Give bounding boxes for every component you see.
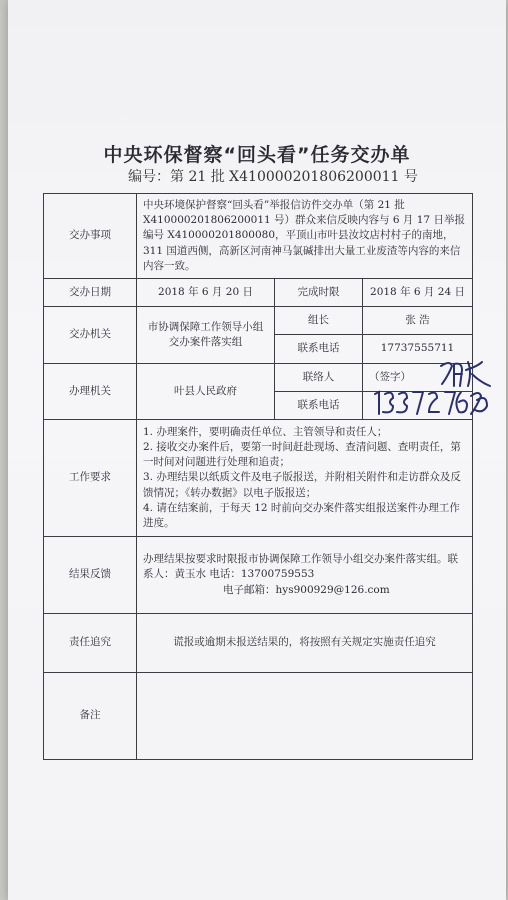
liability-row [44,614,473,673]
matter-text: 中央环境保护督察“回头看”举报信访件交办单（第 21 批 X410000201806200011 号）群众来信反映内容与 6 月 17 日举报编号 X410000201800080，平顶山市叶县汝坟店村村子的南地，311 国道西侧，高新区河南神马氯碱排出大量工业废渣等内容的来信内容一致。 [137,194,473,279]
remarks-text [137,673,473,760]
matter-row [44,194,473,279]
leader-value: 张 浩 [363,307,473,335]
requirement-item: 2. 接收交办案件后，要第一时间赶赴现场、查清问题、查明责任，第一时间对问题进行处理和追责； [143,441,461,469]
org-row-1 [44,307,473,335]
feedback-text: 办理结果按要求时限报市协调保障工作领导小组交办案件落实组。联系人：黄玉水 电话：13700759553 [143,553,458,581]
date-label: 交办日期 [44,279,137,307]
liability-label: 责任追究 [44,614,137,673]
page-title: 中央环保督察“回头看”任务交办单 [103,144,411,166]
org-value: 市协调保障工作领导小组交办案件落实组 [137,307,275,363]
requirement-item: 1. 办理案件，要明确责任单位、主管领导和责任人； [143,425,388,438]
feedback-label: 结果反馈 [44,537,137,614]
handler-value: 叶县人民政府 [137,363,275,419]
requirements-cell [137,420,473,537]
assignment-form-table [43,193,473,760]
handler-label: 办理机关 [44,363,137,419]
deadline-label: 完成时限 [275,279,363,307]
deadline-value: 2018 年 6 月 24 日 [363,279,473,307]
liability-text: 谎报或逾期未报送结果的，将按照有关规定实施责任追究 [137,614,473,673]
requirement-item: 3. 办理结果以纸质文件及电子版报送，并附相关附件和走访群众及反馈情况；《转办数据》以电子版报送； [143,471,461,499]
feedback-row [44,537,473,614]
contact-label: 联络人 [275,363,363,391]
requirements-label: 工作要求 [44,420,137,537]
contact-phone-cell [363,391,473,419]
feedback-cell [137,537,473,614]
document-number: 编号：第 21 批 X410000201806200011 号 [128,169,418,185]
sign-hint: （签字） [369,370,411,383]
handwritten-signature [438,356,493,390]
remarks-row [44,673,473,760]
document-page [8,0,506,900]
date-value: 2018 年 6 月 20 日 [137,279,275,307]
feedback-email: 电子邮箱：hys900929@126.com [223,583,390,596]
handwritten-phone-number [371,386,491,418]
date-row [44,279,473,307]
phone-label: 联系电话 [275,335,363,363]
matter-label: 交办事项 [44,194,137,279]
phone-value: 17737555711 [363,335,473,363]
remarks-label: 备注 [44,673,137,760]
org-label: 交办机关 [44,307,137,363]
requirements-row [44,420,473,537]
leader-label: 组长 [275,307,363,335]
contact-phone-label: 联系电话 [275,391,363,419]
requirements-list [143,425,466,532]
requirement-item: 4. 请在结案前，于每天 12 时前向交办案件落实组报送案件办理工作进度。 [143,501,460,530]
